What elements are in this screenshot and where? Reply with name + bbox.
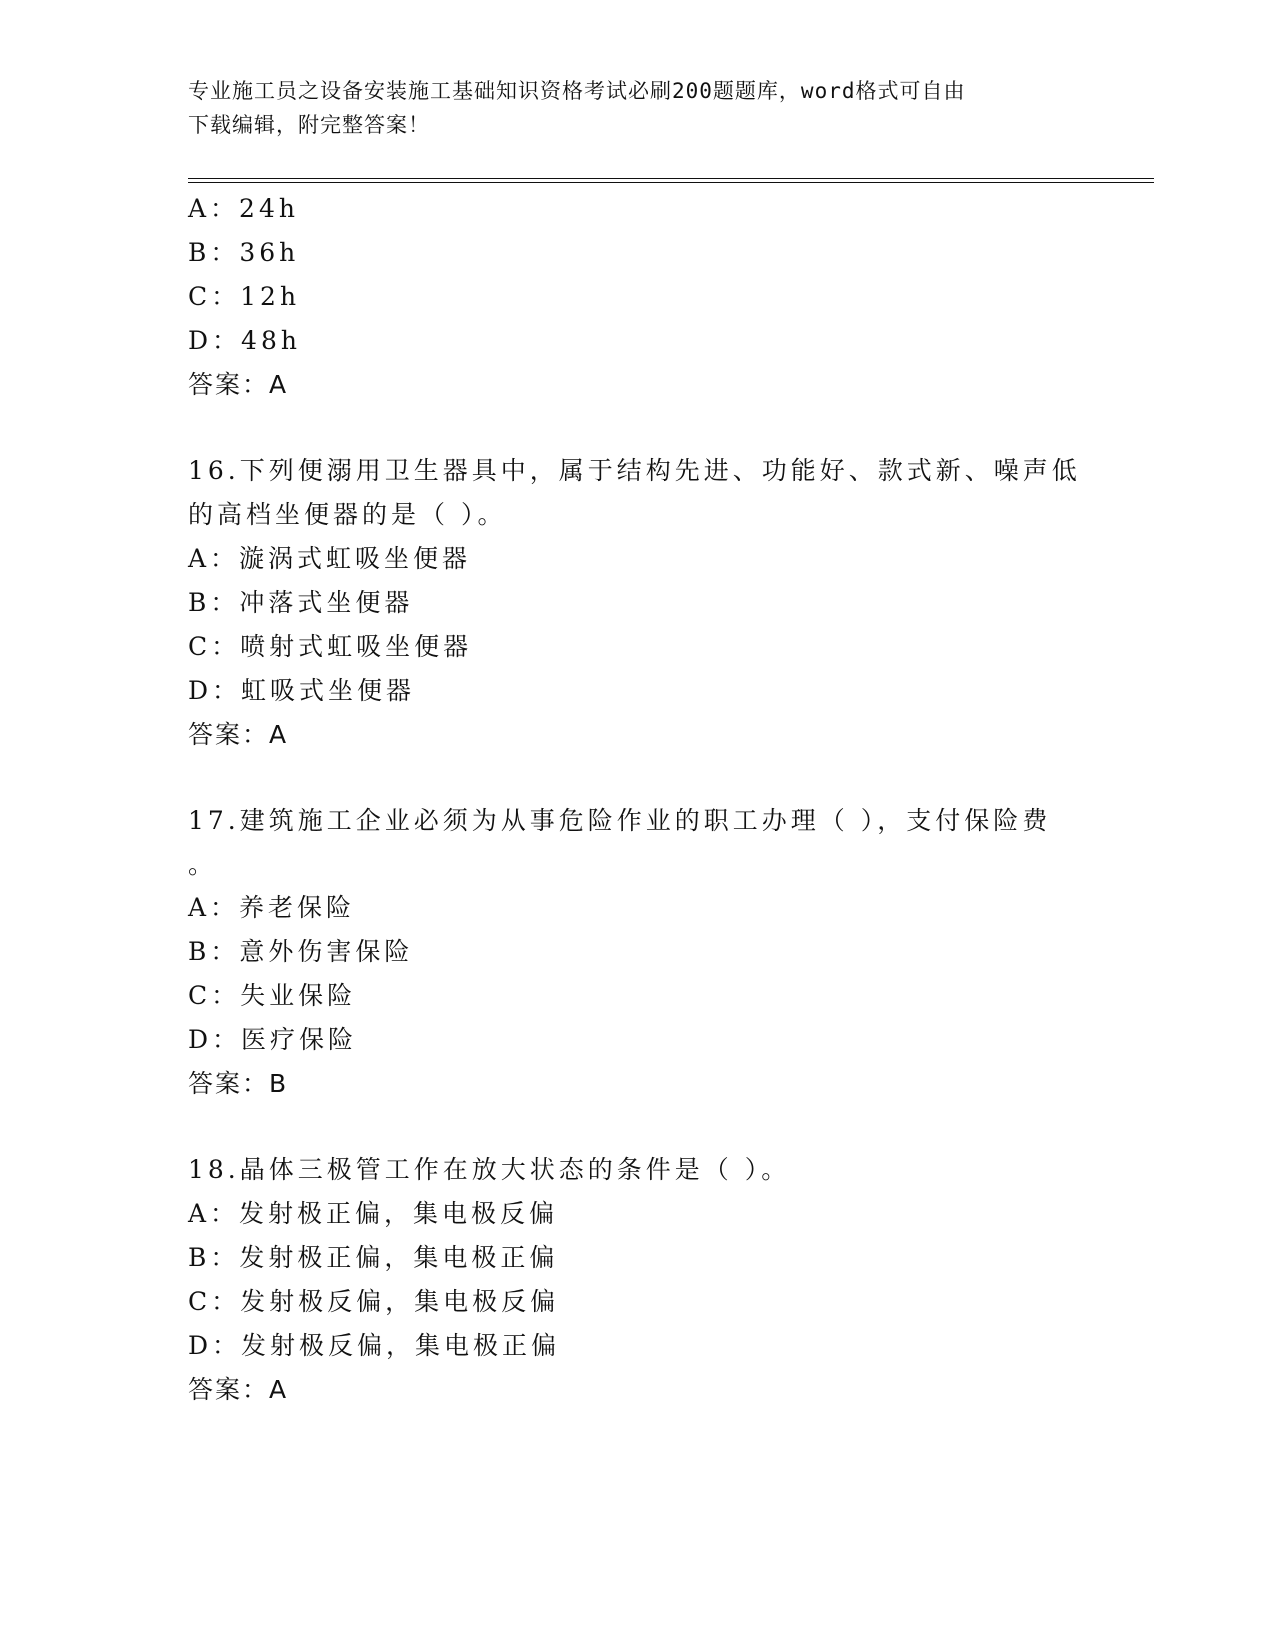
document-header — [188, 74, 1068, 142]
q15-answer: 答案：A — [188, 370, 289, 399]
q18-answer: 答案：A — [188, 1375, 289, 1404]
q17-option-b: B：意外伤害保险 — [188, 937, 414, 966]
q16-option-d: D：虹吸式坐便器 — [188, 676, 416, 705]
q15-option-a: A：24h — [188, 194, 299, 223]
q16-option-a: A：漩涡式虹吸坐便器 — [188, 544, 472, 573]
q16-option-c: C：喷射式虹吸坐便器 — [188, 632, 473, 661]
q16-option-b: B：冲落式坐便器 — [188, 588, 414, 617]
q18-option-a: A：发射极正偏，集电极反偏 — [188, 1199, 559, 1228]
q15-option-b: B：36h — [188, 238, 300, 267]
q16-answer: 答案：A — [188, 720, 289, 749]
q18-option-b: B：发射极正偏，集电极正偏 — [188, 1243, 559, 1272]
q17-option-a: A：养老保险 — [188, 893, 356, 922]
q18-option-c: C：发射极反偏，集电极反偏 — [188, 1287, 560, 1316]
q17-stem-line-2: 。 — [188, 850, 218, 879]
q16-stem-line-2: 的高档坐便器的是（ ）。 — [188, 500, 507, 529]
q17-option-c: C：失业保险 — [188, 981, 357, 1010]
q16-stem-line-1: 16.下列便溺用卫生器具中，属于结构先进、功能好、款式新、噪声低 — [188, 456, 1081, 485]
q17-option-d: D：医疗保险 — [188, 1025, 358, 1054]
header-line-1: 专业施工员之设备安装施工基础知识资格考试必刷200题题库，word格式可自由 — [188, 79, 966, 103]
q15-option-c: C：12h — [188, 282, 301, 311]
q15-option-d: D：48h — [188, 326, 301, 355]
q17-answer: 答案：B — [188, 1069, 289, 1098]
header-rule-bottom — [188, 182, 1154, 183]
header-rule-top — [188, 178, 1154, 179]
q17-stem-line-1: 17.建筑施工企业必须为从事危险作业的职工办理（ ），支付保险费 — [188, 806, 1052, 835]
q18-stem-line-1: 18.晶体三极管工作在放大状态的条件是（ ）。 — [188, 1155, 791, 1184]
header-line-2: 下载编辑，附完整答案！ — [188, 113, 430, 137]
q18-option-d: D：发射极反偏，集电极正偏 — [188, 1331, 561, 1360]
